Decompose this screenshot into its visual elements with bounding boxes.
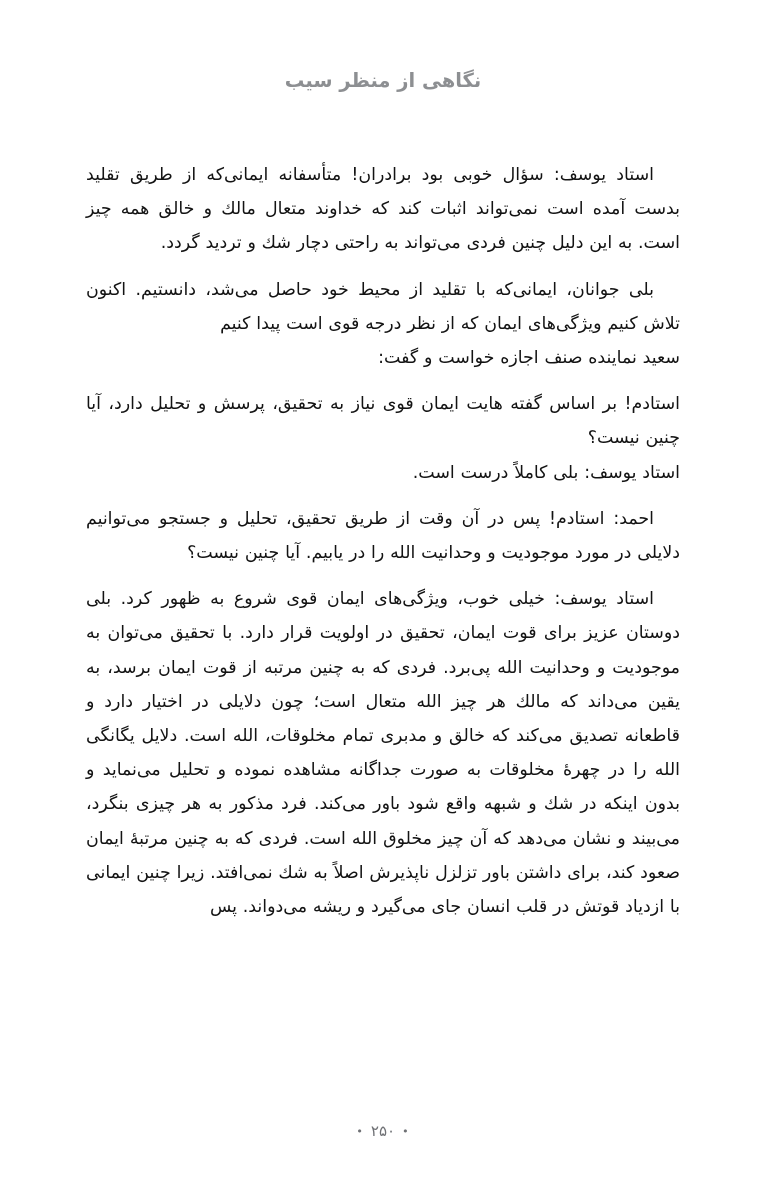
paragraph-5: استاد یوسف: بلی کاملاً درست است. bbox=[412, 462, 680, 483]
running-header: نگاهی از منظر سیب bbox=[284, 69, 482, 92]
paragraph-1: استاد یوسف: سؤال خوبی بود برادران! متأسفانه ایمانی‌که از طریق تقلید بدست آمده است نمی‌تواند اثبات کند که خداوند متعال مالك و خالق همه چیز است. به این دلیل چنین فردی می‌تواند به راحتی دچار شك و تردید گردد. bbox=[86, 165, 680, 254]
paragraph-7: استاد یوسف: خیلی خوب، ویژگی‌های ایمان قوی شروع به ظهور کرد. بلی دوستان عزیز برای قوت ایمان، تحقیق در اولویت قرار دارد. با تحقیق می‌توان به موجودیت و وحدانیت الله پی‌برد. فردی که به چنین مرتبه از قوت ایمان برسد، به یقین می‌داند که مالك هر چیز الله متعال است؛ چون دلایلی در اختیار دارد و قاطعانه تصدیق می‌کند که خالق و مدبری تمام مخلوقات، الله است. دلایل یگانگی الله را در چهرهٔ مخلوقات به صورت جداگانه مشاهده نموده و تحلیل می‌نماید و بدون اینکه در شك و شبهه واقع شود باور می‌کند. فرد مذکور به هر چیزی بنگرد، می‌بیند و نشان می‌دهد که آن چیز مخلوق الله است. فردی که به چنین مرتبهٔ ایمان صعود کند، برای داشتن باور تزلزل ناپذیرش اصلاً به شك نمی‌افتد. زیرا چنین ایمانی با ازدیاد قوتش در قلب انسان جای می‌گیرد و ریشه می‌دواند. پس bbox=[86, 589, 680, 918]
page-folio bbox=[0, 1124, 766, 1139]
folio-page-number: ۲۵۰ bbox=[370, 1122, 396, 1140]
paragraph-3: سعید نماینده صنف اجازه خواست و گفت: bbox=[378, 348, 680, 369]
paragraph-2: بلی جوانان، ایمانی‌که با تقلید از محیط خود حاصل می‌شد، دانستیم. اکنون تلاش کنیم ویژگی‌های ایمان که از نظر درجه قوی است پیدا کنیم bbox=[86, 279, 680, 334]
folio-bullet-right: • bbox=[356, 1125, 364, 1138]
folio-bullet-left: • bbox=[402, 1125, 410, 1138]
body-text-column bbox=[86, 158, 680, 924]
paragraph-4: استادم! بر اساس گفته هایت ایمان قوی نیاز به تحقیق، پرسش و تحلیل دارد، آیا چنین نیست؟ bbox=[86, 394, 680, 449]
paragraph-6: احمد: استادم! پس در آن وقت از طریق تحقیق، تحلیل و جستجو می‌توانیم دلایلی در مورد موجودیت و وحدانیت الله را در یابیم. آیا چنین نیست؟ bbox=[86, 508, 680, 564]
